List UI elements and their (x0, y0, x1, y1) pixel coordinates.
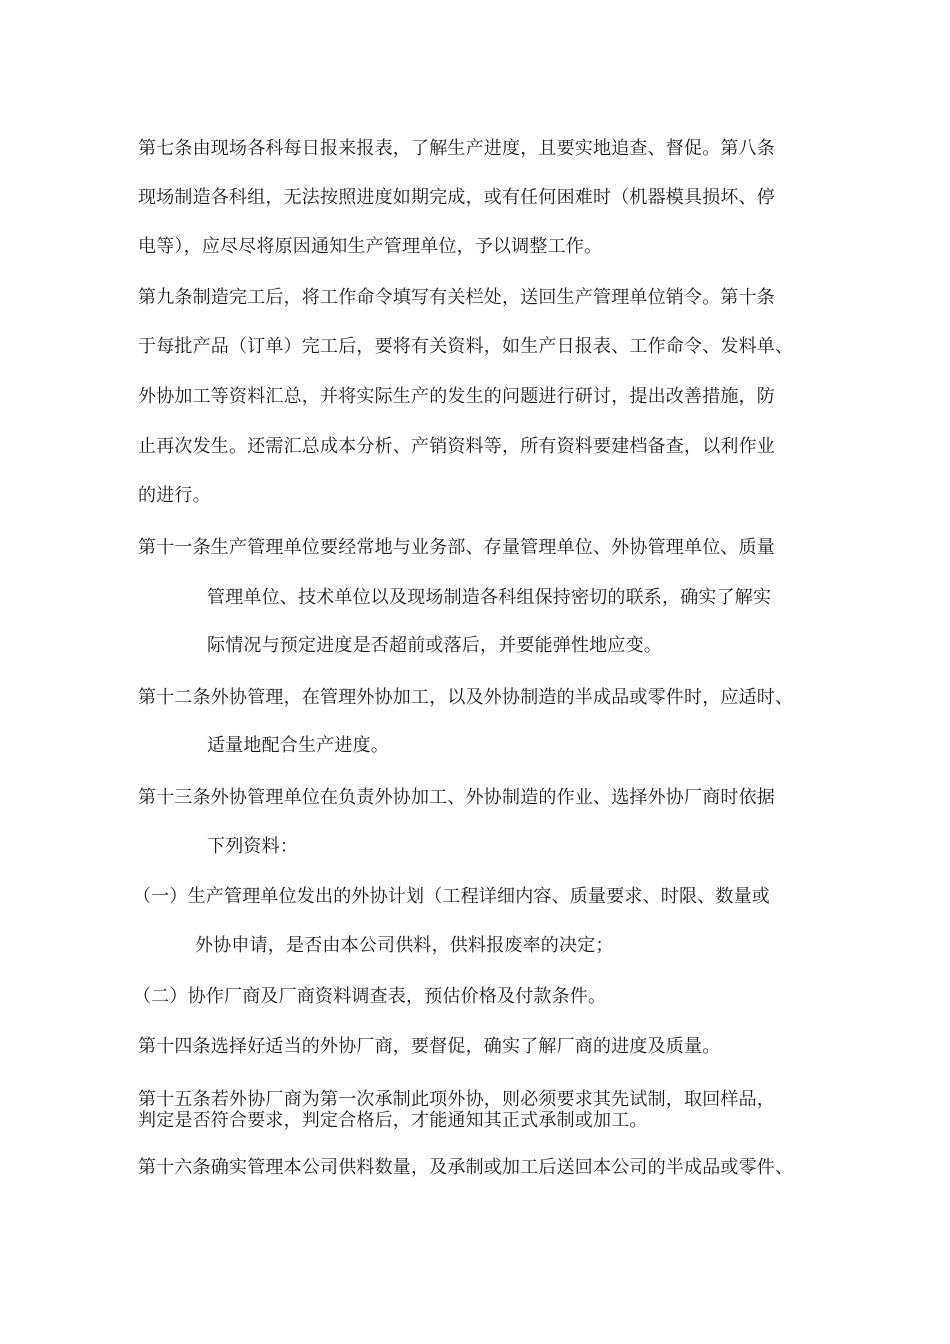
text-line: 现场制造各科组，无法按照进度如期完成，或有任何困难时（机器模具损坏、停 (138, 187, 775, 208)
text-line: 适量地配合生产进度。 (207, 735, 389, 756)
text-line: 止再次发生。还需汇总成本分析、产销资料等，所有资料要建档备查，以利作业 (138, 436, 775, 457)
text-line: 电等），应尽尽将原因通知生产管理单位，予以调整工作。 (138, 236, 603, 257)
text-line: 外协加工等资料汇总，并将实际生产的发生的问题进行研讨，提出改善措施，防 (138, 386, 775, 407)
text-line: 外协申请，是否由本公司供料，供料报废率的决定； (195, 935, 614, 956)
text-line: 第十一条生产管理单位要经常地与业务部、存量管理单位、外协管理单位、质量 (138, 537, 775, 558)
text-line: 第十四条选择好适当的外协厂商，要督促，确实了解厂商的进度及质量。 (138, 1036, 721, 1057)
text-line: 的进行。 (138, 485, 211, 506)
text-line: 第十五条若外协厂商为第一次承制此项外协，则必须要求其先试制，取回样品， (138, 1089, 775, 1110)
text-line: 管理单位、技术单位以及现场制造各科组保持密切的联系，确实了解实 (207, 587, 772, 608)
text-line: 第十二条外协管理，在管理外协加工，以及外协制造的半成品或零件时，应适时、 (138, 687, 794, 708)
text-line: 下列资料： (207, 836, 298, 857)
text-line: （一）生产管理单位发出的外协计划（工程详细内容、质量要求、时限、数量或 (133, 886, 770, 907)
text-line: （二）协作厂商及厂商资料调查表，预估价格及付款条件。 (133, 986, 607, 1007)
text-line: 第十三条外协管理单位在负责外协加工、外协制造的作业、选择外协厂商时依据 (138, 787, 775, 808)
text-line: 第七条由现场各科每日报来报表，了解生产进度，且要实地追查、督促。第八条 (138, 138, 775, 159)
text-line: 第九条制造完工后，将工作命令填写有关栏处，送回生产管理单位销令。第十条 (138, 287, 775, 308)
text-line: 判定是否符合要求，判定合格后，才能通知其正式承制或加工。 (138, 1110, 648, 1131)
text-line: 于每批产品（订单）完工后，要将有关资料，如生产日报表、工作命令、发料单、 (138, 336, 794, 357)
text-line: 第十六条确实管理本公司供料数量，及承制或加工后送回本公司的半成品或零件、 (138, 1157, 794, 1178)
text-line: 际情况与预定进度是否超前或落后，并要能弹性地应变。 (207, 635, 662, 656)
